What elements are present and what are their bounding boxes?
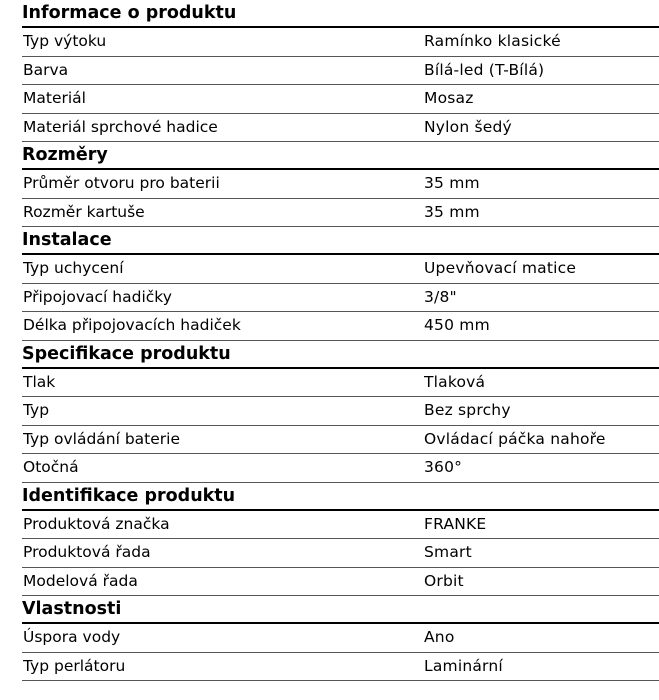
spec-value: Ovládací páčka nahoře — [424, 429, 606, 448]
spec-label: Připojovací hadičky — [23, 287, 172, 306]
spec-value: Ano — [424, 628, 455, 646]
spec-section — [22, 596, 659, 681]
spec-label: Délka připojovacích hadiček — [23, 316, 241, 334]
spec-label: Rozměr kartuše — [23, 202, 145, 221]
spec-row — [22, 28, 659, 57]
spec-row — [22, 284, 659, 313]
spec-row — [22, 624, 659, 653]
spec-section — [22, 341, 659, 483]
spec-label: Typ ovládání baterie — [23, 429, 181, 448]
spec-label: Průměr otvoru pro baterii — [23, 174, 220, 192]
spec-section — [22, 483, 659, 597]
spec-value: Ramínko klasické — [424, 32, 561, 50]
spec-row — [22, 255, 659, 284]
spec-row — [22, 85, 659, 114]
section-title: Informace o produktu — [22, 0, 659, 28]
section-title: Instalace — [22, 227, 659, 255]
spec-section — [22, 0, 659, 142]
spec-label: Materiál sprchové hadice — [23, 117, 218, 136]
spec-row — [22, 114, 659, 143]
spec-value: Laminární — [424, 656, 503, 675]
spec-value: Orbit — [424, 571, 464, 590]
spec-label: Typ — [23, 401, 50, 419]
spec-label: Materiál — [23, 89, 86, 107]
spec-label: Produktová řada — [23, 543, 151, 561]
spec-row — [22, 397, 659, 426]
spec-row — [22, 57, 659, 86]
spec-value: 360° — [424, 458, 463, 476]
spec-label: Modelová řada — [23, 571, 138, 590]
spec-value: 3/8" — [424, 287, 457, 306]
spec-value: Tlaková — [424, 372, 486, 391]
spec-row — [22, 653, 659, 682]
spec-label: Tlak — [23, 372, 56, 391]
spec-value: Upevňovací matice — [424, 259, 577, 277]
spec-value: Smart — [424, 543, 472, 561]
spec-section — [22, 227, 659, 341]
spec-value: FRANKE — [424, 514, 487, 533]
spec-label: Barva — [23, 60, 69, 79]
spec-value: 450 mm — [424, 316, 490, 334]
spec-row — [22, 454, 659, 483]
spec-section — [22, 142, 659, 227]
spec-value: Bez sprchy — [424, 401, 511, 419]
section-title: Identifikace produktu — [22, 483, 659, 511]
spec-row — [22, 199, 659, 228]
spec-label: Produktová značka — [23, 514, 170, 533]
spec-label: Úspora vody — [23, 628, 121, 646]
spec-label: Otočná — [23, 458, 79, 476]
spec-row — [22, 312, 659, 341]
spec-label: Typ perlátoru — [23, 656, 126, 675]
spec-value: 35 mm — [424, 174, 480, 192]
spec-value: Nylon šedý — [424, 117, 512, 136]
spec-value: 35 mm — [424, 202, 480, 221]
spec-row — [22, 568, 659, 597]
spec-row — [22, 369, 659, 398]
spec-row — [22, 170, 659, 199]
spec-row — [22, 511, 659, 540]
spec-value: Mosaz — [424, 89, 474, 107]
section-title: Rozměry — [22, 142, 659, 170]
spec-value: Bílá-led (T-Bílá) — [424, 60, 545, 79]
section-title: Vlastnosti — [22, 596, 659, 624]
spec-label: Typ výtoku — [23, 32, 107, 50]
spec-label: Typ uchycení — [23, 259, 124, 277]
spec-row — [22, 426, 659, 455]
spec-row — [22, 539, 659, 568]
section-title: Specifikace produktu — [22, 341, 659, 369]
